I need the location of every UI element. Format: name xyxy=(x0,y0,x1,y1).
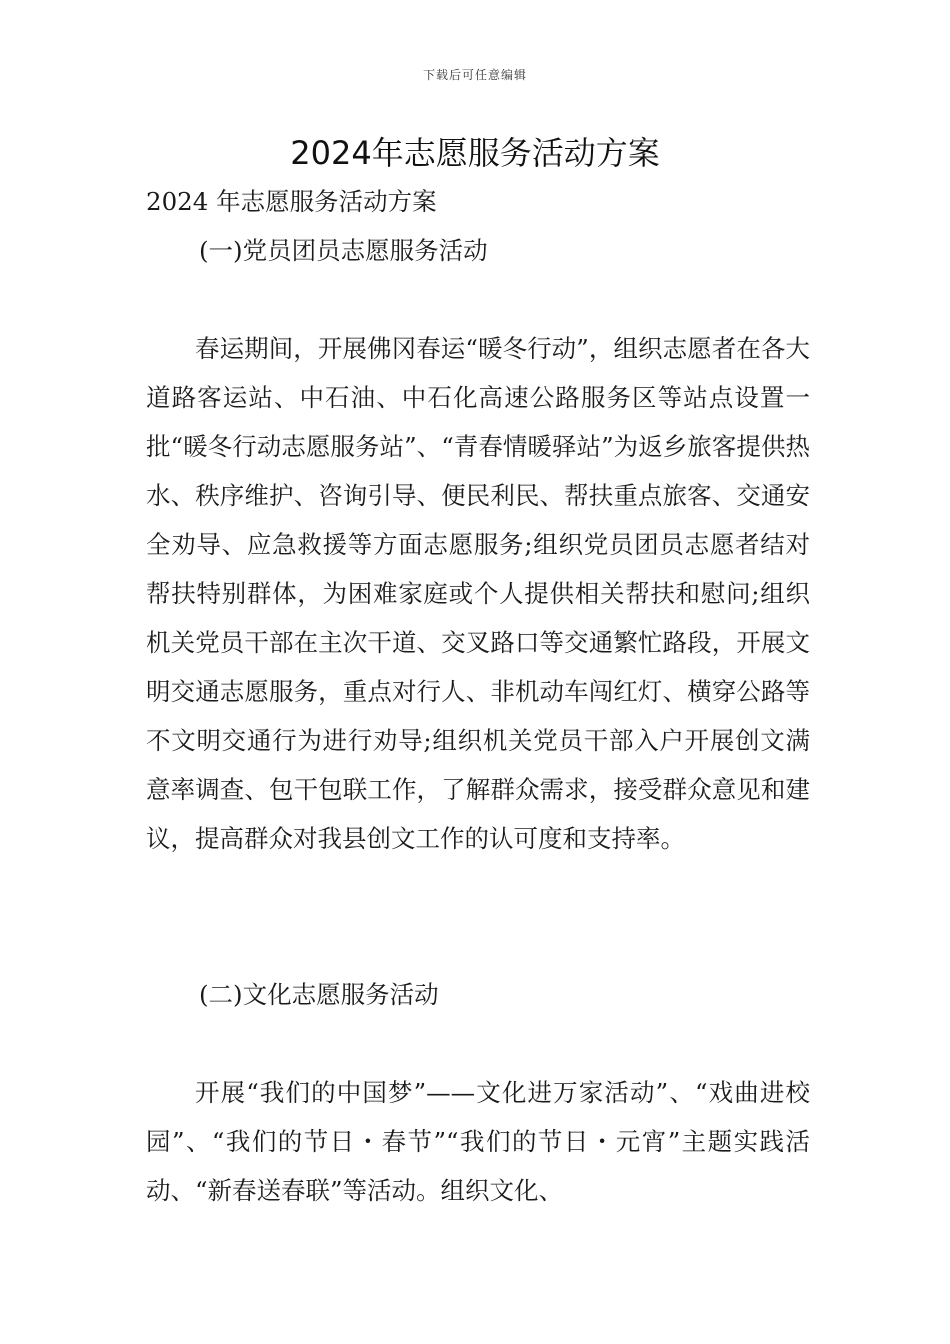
section-heading-2: (二)文化志愿服务活动 xyxy=(199,980,439,1009)
document-subtitle: 2024 年志愿服务活动方案 xyxy=(146,187,437,216)
document-title: 2024年志愿服务活动方案 xyxy=(290,134,660,172)
header-note: 下载后可任意编辑 xyxy=(422,68,527,82)
section-paragraph-2: 开展“我们的中国梦”——文化进万家活动”、“戏曲进校园”、“我们的节日・春节”“我们的节日・元宵”主题实践活动、“新春送春联”等活动。组织文化、 xyxy=(146,1078,810,1205)
section-paragraph-1: 春运期间，开展佛冈春运“暖冬行动”，组织志愿者在各大道路客运站、中石油、中石化高速公路服务区等站点设置一批“暖冬行动志愿服务站”、“青春情暖驿站”为返乡旅客提供热水、秩序维护、咨询引导、便民利民、帮扶重点旅客、交通安全劝导、应急救援等方面志愿服务;组织党员团员志愿者结对帮扶特别群体，为困难家庭或个人提供相关帮扶和慰问;组织机关党员干部在主次干道、交叉路口等交通繁忙路段，开展文明交通志愿服务，重点对行人、非机动车闯红灯、横穿公路等不文明交通行为进行劝导;组织机关党员干部入户开展创文满意率调查、包干包联工作，了解群众需求，接受群众意见和建议，提高群众对我县创文工作的认可度和支持率。 xyxy=(146,334,810,853)
section-heading-1: (一)党员团员志愿服务活动 xyxy=(199,236,488,265)
